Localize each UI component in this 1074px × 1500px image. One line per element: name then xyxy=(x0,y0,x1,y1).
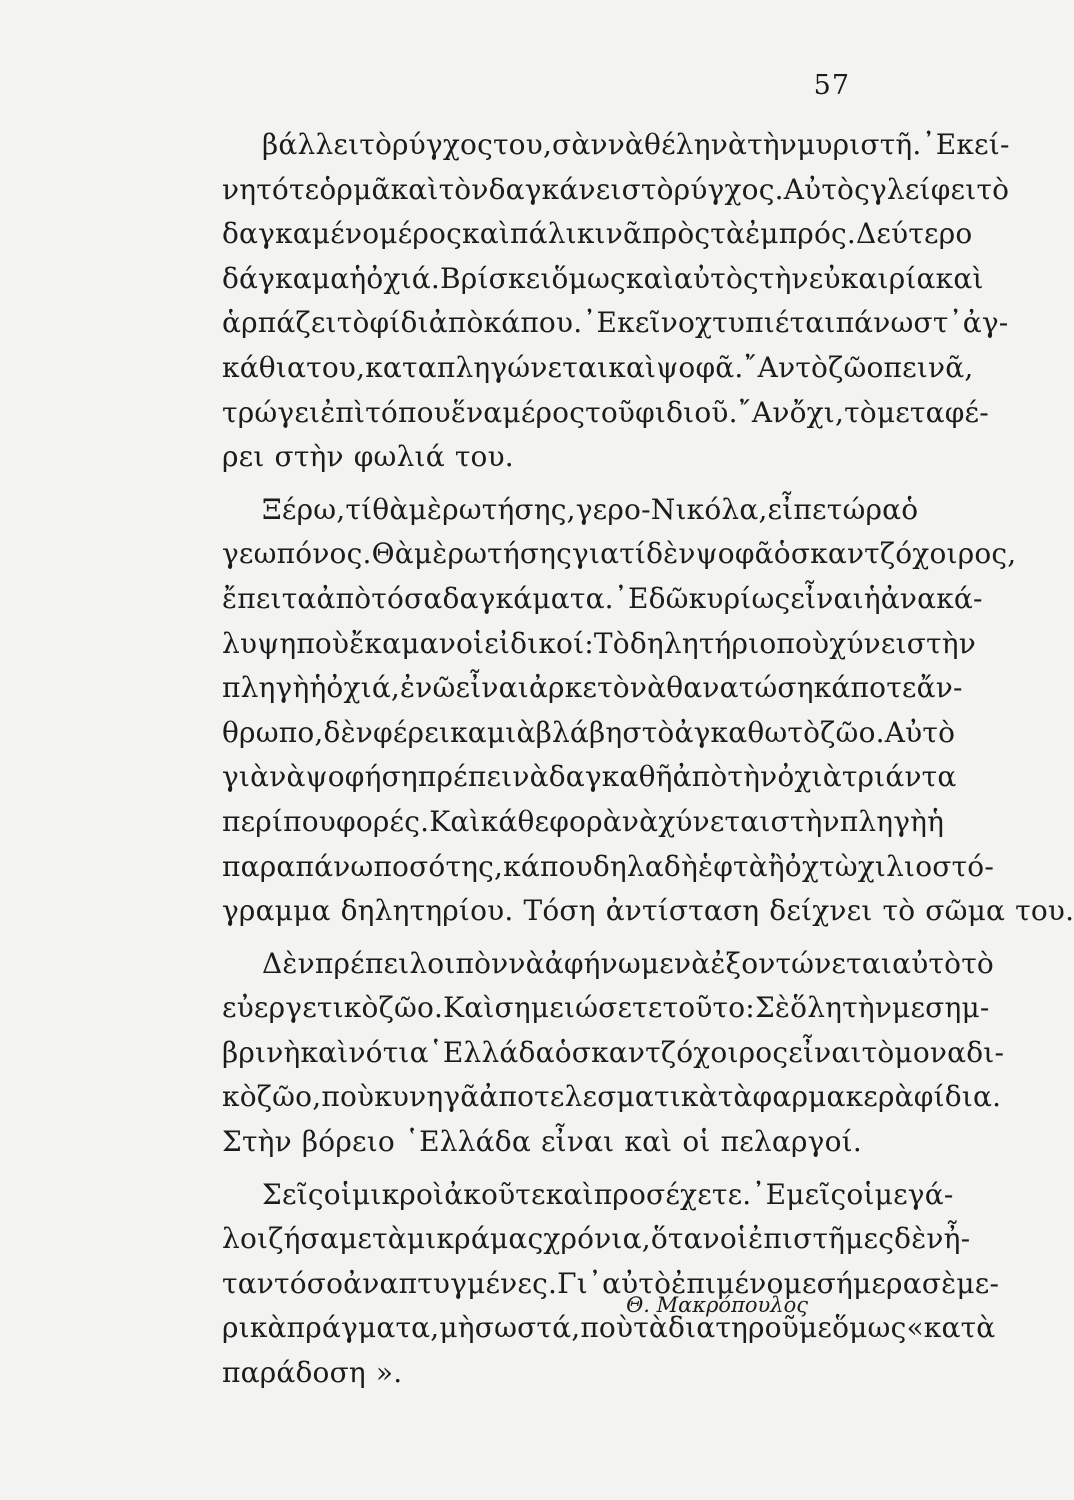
word: καὶ xyxy=(608,350,657,384)
word: σήμερα xyxy=(816,1266,922,1300)
word: μὴ xyxy=(439,1311,475,1345)
word: τόπου xyxy=(365,395,451,429)
word: μεσημ- xyxy=(892,991,990,1025)
word: θὰ xyxy=(372,492,409,526)
word: ἐμπρός. xyxy=(745,217,857,251)
word: πληγὴ xyxy=(839,804,928,838)
word: εἶναι xyxy=(790,581,864,615)
word: ἀπὸ xyxy=(672,760,728,794)
word: φίδια. xyxy=(913,1080,1002,1114)
word: ζῶο. xyxy=(820,715,885,749)
word: νὰ xyxy=(710,128,748,161)
word: « xyxy=(906,1311,924,1345)
word: κάποτε xyxy=(813,671,917,705)
word: ἀναπτυγμένες. xyxy=(343,1266,558,1300)
word: δαγκαμένο xyxy=(222,217,380,251)
word: ἦ- xyxy=(943,1222,971,1256)
word: ῾Ελλάδα xyxy=(404,1125,531,1159)
word: μὲ xyxy=(408,492,443,526)
word: δὲν xyxy=(894,1222,944,1256)
word: καὶ xyxy=(390,172,439,206)
word: Σὲ xyxy=(754,991,791,1025)
word: - xyxy=(641,492,651,526)
word: : xyxy=(745,991,755,1025)
word: αὐτὸς xyxy=(673,261,759,295)
text-line xyxy=(222,212,973,257)
word: καὶ xyxy=(462,217,510,251)
word: κατὰ xyxy=(923,1311,996,1345)
word: Βρίσκει xyxy=(440,261,552,295)
word: Αὐτὸς xyxy=(783,172,870,206)
word: καὶ xyxy=(935,261,984,295)
word: με- xyxy=(956,1266,1000,1300)
word: ἄν- xyxy=(916,671,963,705)
text-line xyxy=(222,1075,1002,1120)
word: φαρμακερὰ xyxy=(752,1080,914,1114)
text-line xyxy=(222,1173,954,1218)
word: νὰ xyxy=(674,946,711,980)
word: κυρίως xyxy=(688,581,791,615)
word: ρύγχος. xyxy=(673,172,784,206)
word: στὸ xyxy=(621,172,674,206)
word: ζῶο, xyxy=(256,1080,322,1114)
word: σῶμα xyxy=(925,894,1006,928)
word: τὸ xyxy=(844,395,877,429)
word: θρωπο, xyxy=(222,715,324,749)
word: δαγκαθῆ xyxy=(548,760,673,794)
word: νὰ xyxy=(269,760,306,794)
word: μας xyxy=(489,1222,544,1256)
word: καὶ xyxy=(624,1125,673,1159)
word: τὸ xyxy=(359,128,393,161)
word: φωλιά xyxy=(353,440,445,474)
word: στ᾿ xyxy=(913,306,963,340)
word: τὴν xyxy=(747,128,797,161)
word: γλείφει xyxy=(869,172,977,206)
word: τὸ xyxy=(861,1035,895,1069)
word: ἀγ- xyxy=(962,306,1009,340)
text-line xyxy=(222,577,983,622)
word: ἁρπάζει xyxy=(222,306,337,340)
word: εἶναι xyxy=(540,1125,615,1159)
word: εἰδικοί xyxy=(484,626,585,660)
word: μέρος xyxy=(379,217,462,251)
word: φέρει xyxy=(373,715,451,749)
word: ποὺ xyxy=(580,1311,634,1345)
word: λυψη xyxy=(222,626,297,660)
word: πεινᾶ, xyxy=(883,350,974,384)
word: ῾Ελλάδα xyxy=(428,1035,555,1069)
word: Γι᾿ xyxy=(557,1266,603,1300)
word: καὶ xyxy=(300,1035,349,1069)
word: βόρειο xyxy=(301,1125,395,1159)
word: εὐεργετικὸ xyxy=(222,991,379,1025)
text-line xyxy=(222,942,994,987)
word: ῎Αν xyxy=(737,395,790,429)
word: ἀγκαθωτὸ xyxy=(674,715,821,749)
word: ἑφτὰ xyxy=(697,849,768,883)
word: τὸ xyxy=(961,946,994,980)
word: Θὰ xyxy=(371,537,414,571)
word: δηλητήριο xyxy=(629,626,777,660)
word: παράδοση xyxy=(222,1356,366,1390)
word: ἔπειτα xyxy=(222,581,317,615)
word: ὅμως xyxy=(551,261,626,295)
word: οἱ xyxy=(455,626,485,660)
word: αὐτὸ xyxy=(892,946,962,980)
word: τὰ xyxy=(372,1222,407,1256)
word: γραμμα xyxy=(222,894,331,928)
word: εἶναι xyxy=(455,671,529,705)
word: ὅμως xyxy=(832,1311,907,1345)
word: οἱ xyxy=(323,1177,353,1211)
word: Καὶ xyxy=(429,804,481,838)
word: φορές. xyxy=(336,804,430,838)
word: ἀκοῦτε xyxy=(444,1177,546,1211)
word: λοιπὸν xyxy=(409,946,509,980)
word: κὸ xyxy=(222,1080,257,1114)
word: τὸ xyxy=(336,306,370,340)
word: Δὲν xyxy=(262,946,315,980)
page-number: 57 xyxy=(813,70,850,101)
word: γερο xyxy=(575,492,642,526)
word: πάνω xyxy=(835,306,914,340)
word: οἱ xyxy=(719,1222,749,1256)
word: κάπου. xyxy=(483,306,583,340)
word: πάλι xyxy=(510,217,577,251)
word: ἐνῶ xyxy=(400,671,456,705)
word: ἐπιστῆμες xyxy=(748,1222,895,1256)
word: ἡ xyxy=(309,671,327,705)
word: εἶπε xyxy=(767,492,827,526)
word: καταπληγώνεται xyxy=(365,350,609,384)
word: ἔκαμαν xyxy=(349,626,456,660)
word: στὴν xyxy=(274,440,344,474)
word: εἶναι xyxy=(788,1035,862,1069)
word: νὰ xyxy=(508,946,545,980)
word: μοναδι- xyxy=(894,1035,1005,1069)
word: του. xyxy=(454,440,514,474)
word: ἀπὸ xyxy=(316,581,372,615)
word: περίπου xyxy=(222,804,337,838)
word: ἀπὸ xyxy=(428,306,484,340)
word: τὰ xyxy=(717,1080,753,1114)
word: λοι xyxy=(222,1222,269,1256)
word: του, xyxy=(492,128,553,161)
word: ὀχιὰ xyxy=(777,760,842,794)
word: Τὸ xyxy=(593,626,630,660)
word: γεωπόνος. xyxy=(222,537,372,571)
word: Δεύτερο xyxy=(856,217,973,251)
word: Τόση xyxy=(523,894,596,928)
word: τόσα xyxy=(371,581,443,615)
word: ἢ xyxy=(767,849,785,883)
text-line xyxy=(222,666,963,711)
word: ὀχτὼ xyxy=(784,849,858,883)
word: σκαντζόχοιρος, xyxy=(790,537,1017,571)
word: κάθια xyxy=(222,350,307,384)
word: ἐπιμένομε xyxy=(671,1266,817,1300)
word: ἡ xyxy=(863,581,881,615)
word: του. xyxy=(1015,894,1074,928)
word: του, xyxy=(306,350,366,384)
text-line xyxy=(222,1217,971,1262)
word: ἡ xyxy=(349,261,367,295)
word: ἀντίσταση xyxy=(605,894,760,928)
text-line xyxy=(222,711,956,756)
word: ζῶο. xyxy=(378,991,444,1025)
word: ἀφήνωμε xyxy=(544,946,675,980)
word: τὴν xyxy=(727,760,778,794)
text-line xyxy=(222,391,989,436)
word: τότε xyxy=(256,172,320,206)
word: νη xyxy=(222,172,257,206)
word: τρώγει xyxy=(222,395,321,429)
word: τὸ xyxy=(976,172,1010,206)
word: χύνεται xyxy=(658,804,771,838)
word: μυριστῆ. xyxy=(796,128,922,161)
word: ρύγχος xyxy=(392,128,493,161)
word: Σεῖς xyxy=(262,1177,324,1211)
word: θέλη xyxy=(644,128,711,161)
word: δάγκαμα xyxy=(222,261,350,295)
word: δηλητηρίου. xyxy=(340,894,514,928)
word: τὴν xyxy=(842,991,893,1025)
word: χτυπιέται xyxy=(695,306,836,340)
word: πρέπει xyxy=(417,760,513,794)
text-line xyxy=(222,301,1009,346)
word: αὐτὸ xyxy=(602,1266,672,1300)
text-line xyxy=(222,889,1074,934)
word: Καὶ xyxy=(443,991,495,1025)
word: ποὺ xyxy=(321,1080,375,1114)
word: πελαργοί. xyxy=(720,1125,862,1159)
word: φίδι xyxy=(369,306,429,340)
word: τοῦ xyxy=(585,395,636,429)
word: κυνηγᾶ xyxy=(374,1080,480,1114)
word: μέρος xyxy=(502,395,586,429)
word: ὁ xyxy=(773,537,791,571)
word: νὰ xyxy=(512,760,549,794)
text-line xyxy=(222,257,984,302)
word: πράγματα, xyxy=(286,1311,440,1345)
word: κινᾶ xyxy=(576,217,643,251)
text-line xyxy=(222,532,1017,577)
word: νὰ xyxy=(621,804,659,838)
word: τί xyxy=(345,492,373,526)
word: τριάντα xyxy=(841,760,957,794)
text-line xyxy=(222,488,919,533)
word: φορὰ xyxy=(549,804,622,838)
word: τὰ xyxy=(710,217,746,251)
word: τὸ xyxy=(795,350,829,384)
word: ὅταν xyxy=(650,1222,720,1256)
word: τὰ xyxy=(633,1311,669,1345)
text-line xyxy=(222,168,1010,213)
word: ἐπὶ xyxy=(320,395,366,429)
word: ποὺ xyxy=(296,626,350,660)
word: ζήσαμε xyxy=(268,1222,373,1256)
word: δαγκάνει xyxy=(488,172,622,206)
word: μικροὶ xyxy=(352,1177,445,1211)
word: καὶ xyxy=(545,1177,594,1211)
word: γιὰ xyxy=(222,760,270,794)
word: θανατώση xyxy=(666,671,814,705)
word: δὲν xyxy=(646,537,696,571)
word: ᾿Εδῶ xyxy=(613,581,689,615)
word: σὰν xyxy=(552,128,608,161)
word: ἐξοντώνεται xyxy=(710,946,893,980)
word: ῎Αν xyxy=(743,350,796,384)
word: καὶ xyxy=(625,261,674,295)
word: κάθε xyxy=(480,804,550,838)
word: ἡ xyxy=(927,804,945,838)
word: ὀχιά, xyxy=(326,671,401,705)
word: γιατί xyxy=(572,537,647,571)
word: εὐκαιρία xyxy=(808,261,936,295)
word: Νικόλα, xyxy=(650,492,768,526)
word: ψοφήση xyxy=(305,760,418,794)
word: παραπάνω xyxy=(222,849,374,883)
word: χύνει xyxy=(829,626,907,660)
word: νότια xyxy=(348,1035,429,1069)
text-line xyxy=(222,435,862,480)
word: ». xyxy=(375,1356,403,1390)
word: φιδιοῦ. xyxy=(635,395,738,429)
text-line xyxy=(222,800,945,845)
word: ἕνα xyxy=(450,395,503,429)
word: πρέπει xyxy=(314,946,410,980)
text-line xyxy=(222,845,994,890)
word: ὅλη xyxy=(790,991,843,1025)
word: ἀνακά- xyxy=(880,581,983,615)
word: ὁρμᾶ xyxy=(319,172,391,206)
word: πρὸς xyxy=(642,217,711,251)
word: κάπου xyxy=(503,849,593,883)
word: ρικὰ xyxy=(222,1311,287,1345)
word: μὲ xyxy=(413,537,448,571)
word: σημειώσετε xyxy=(494,991,663,1025)
word: ρει xyxy=(222,440,265,474)
word: Αὐτὸ xyxy=(884,715,956,749)
word: δείχνει xyxy=(769,894,873,928)
word: σκαντζόχοιρος xyxy=(571,1035,789,1069)
word: τὴν xyxy=(758,261,809,295)
word: ᾿Εκεί- xyxy=(921,128,1010,161)
word: τοῦτο xyxy=(662,991,746,1025)
word: στὴν xyxy=(906,626,976,660)
text-line xyxy=(222,622,976,667)
word: ᾿Εκεῖνο xyxy=(582,306,696,340)
word: προσέχετε. xyxy=(593,1177,752,1211)
word: μεγά- xyxy=(874,1177,954,1211)
word: στὴν xyxy=(770,804,840,838)
word: βρινὴ xyxy=(222,1035,301,1069)
text-line xyxy=(222,1351,862,1396)
article-body xyxy=(222,123,1074,1396)
text-line xyxy=(222,755,957,800)
word: σὲ xyxy=(921,1266,957,1300)
word: ταν xyxy=(222,1266,275,1300)
word: Ξέρω, xyxy=(262,492,346,526)
word: οἱ xyxy=(682,1125,711,1159)
word: δὲν xyxy=(323,715,374,749)
word: μικρά xyxy=(406,1222,490,1256)
word: ὁ xyxy=(554,1035,572,1069)
word: ρωτήσης xyxy=(447,537,573,571)
word: δαγκάματα. xyxy=(442,581,614,615)
word: ἀρκετὸ xyxy=(528,671,630,705)
word: πληγὴ xyxy=(222,671,310,705)
word: Στὴν xyxy=(222,1125,292,1159)
text-line xyxy=(222,123,1010,168)
word: νὰ xyxy=(607,128,645,161)
text-line xyxy=(222,1120,862,1165)
word: τὸν xyxy=(438,172,489,206)
word: νὰ xyxy=(629,671,667,705)
word: ψοφᾶ. xyxy=(656,350,744,384)
word: δηλαδὴ xyxy=(592,849,698,883)
text-line xyxy=(222,986,990,1031)
word: μεταφέ- xyxy=(876,395,989,429)
word: ὁ xyxy=(901,492,919,526)
word: τώρα xyxy=(826,492,902,526)
word: καμιὰ xyxy=(450,715,536,749)
word: βάλλει xyxy=(262,128,360,161)
word: διατηροῦμε xyxy=(668,1311,833,1345)
word: σωστά, xyxy=(474,1311,581,1345)
text-line xyxy=(222,1031,1005,1076)
word: ποσότης, xyxy=(373,849,504,883)
author-signature: Θ. Μακρόπουλος xyxy=(626,1293,808,1317)
word: βλάβη xyxy=(535,715,623,749)
word: χιλιοστό- xyxy=(857,849,994,883)
word: ρωτήσης, xyxy=(442,492,576,526)
word: στὸ xyxy=(622,715,675,749)
word: : xyxy=(584,626,594,660)
word: τὸ xyxy=(882,894,916,928)
word: ὄχι, xyxy=(789,395,845,429)
word: χρόνια, xyxy=(543,1222,651,1256)
word: ψοφᾶ xyxy=(695,537,774,571)
word: οἱ xyxy=(846,1177,875,1211)
word: ποὺ xyxy=(776,626,830,660)
text-line xyxy=(222,346,974,391)
word: ᾿Εμεῖς xyxy=(751,1177,847,1211)
word: τόσο xyxy=(274,1266,344,1300)
word: ὀχιά. xyxy=(366,261,441,295)
word: ἀποτελεσματικὰ xyxy=(479,1080,718,1114)
word: ζῶο xyxy=(828,350,884,384)
